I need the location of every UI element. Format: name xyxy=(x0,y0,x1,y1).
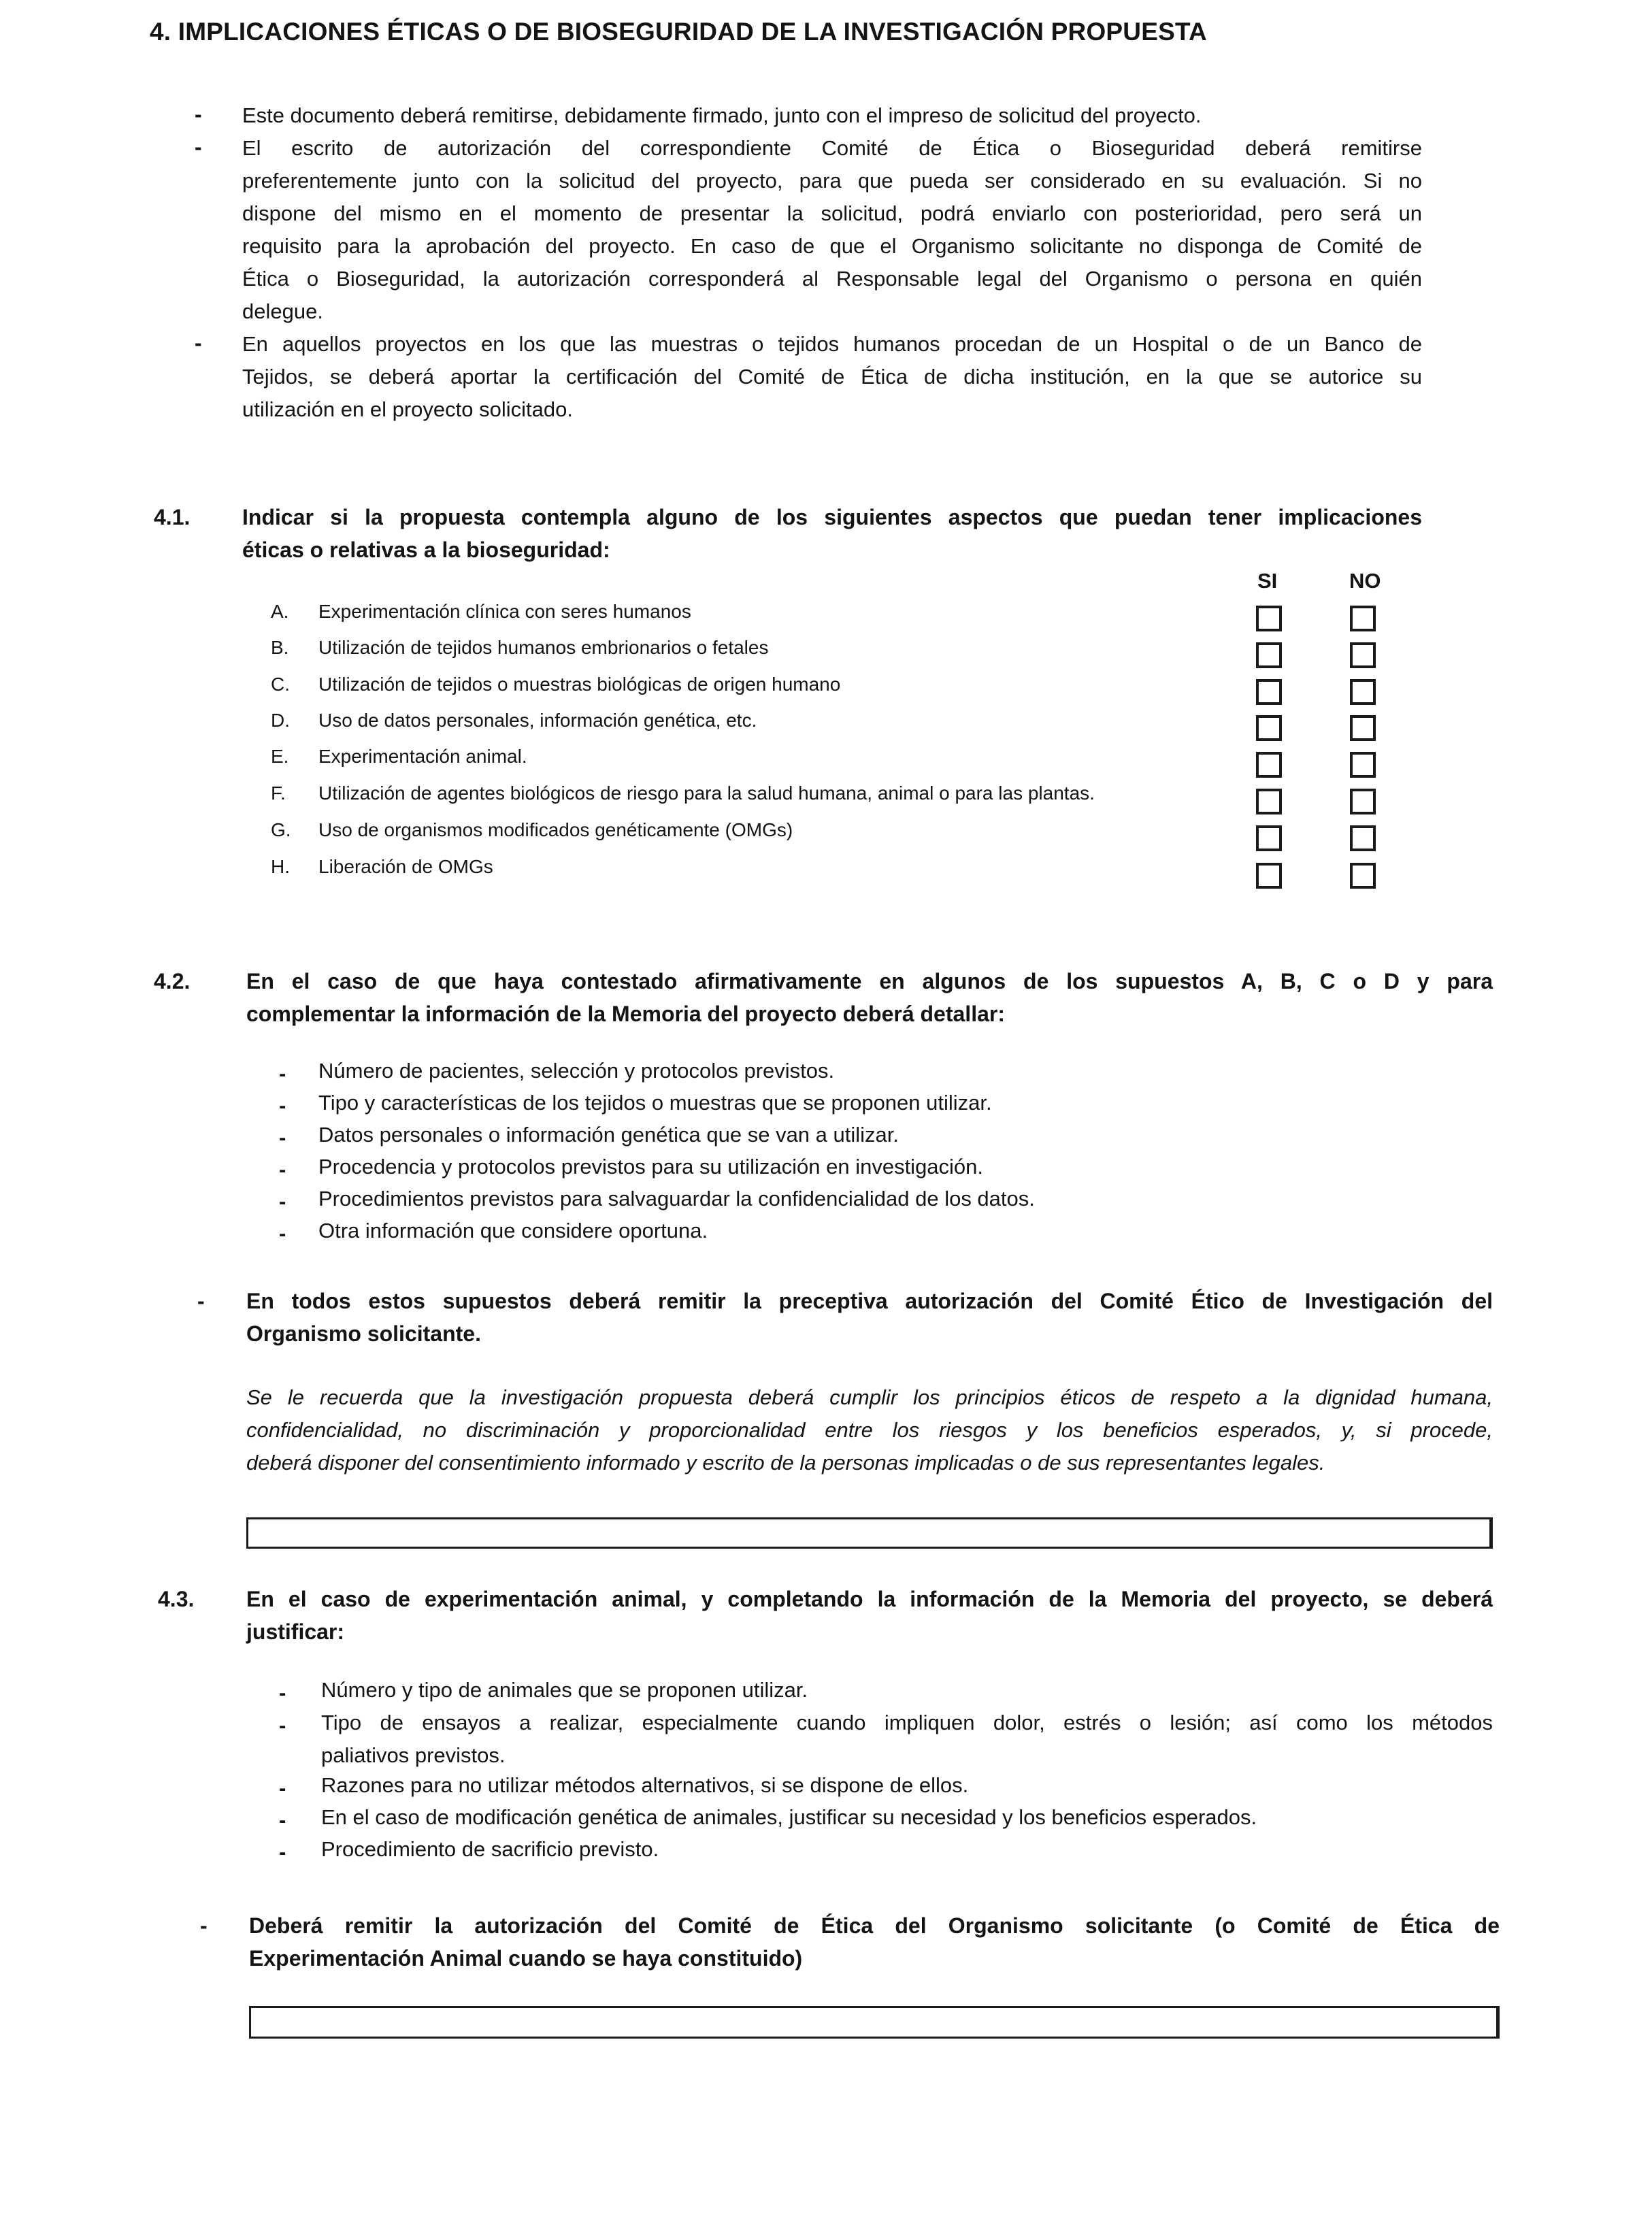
bullet-dash: - xyxy=(279,1681,286,1704)
bullet-dash: - xyxy=(279,1808,286,1832)
bullet-dash: - xyxy=(279,1189,286,1213)
bullet-dash: - xyxy=(195,135,202,159)
item-text: Experimentación clínica con seres humanos xyxy=(318,601,691,622)
question-heading-4-3 xyxy=(246,1583,1493,1648)
text-line: éticas o relativas a la bioseguridad: xyxy=(242,538,610,562)
text-line: Este documento deberá remitirse, debidamente firmado, junto con el impreso de solicitud del proyecto. xyxy=(242,103,1202,127)
intro-bullet-1 xyxy=(242,99,1422,132)
text-line: Tejidos, se deberá aportar la certificación del Comité de Ética de dicha institución, en la que se autorice su xyxy=(242,365,1422,389)
checkbox-no[interactable] xyxy=(1350,863,1376,889)
ethics-reminder-note xyxy=(246,1381,1493,1479)
checkbox-no[interactable] xyxy=(1350,606,1376,631)
text-line: El escrito de autorización del correspondiente Comité de Ética o Bioseguridad deberá remitirse xyxy=(242,136,1422,160)
column-header-si: SI xyxy=(1257,569,1278,593)
checkbox-no[interactable] xyxy=(1350,825,1376,851)
column-header-no: NO xyxy=(1349,569,1381,593)
text-line: Experimentación Animal cuando se haya constituido) xyxy=(249,1946,803,1971)
authorization-requirement-4-2 xyxy=(246,1285,1493,1350)
text-line: En el caso de experimentación animal, y completando la información de la Memoria del proyecto, se deberá xyxy=(246,1587,1493,1611)
text-line: Indicar si la propuesta contempla alguno de los siguientes aspectos que puedan tener implicaciones xyxy=(242,505,1422,529)
checkbox-si[interactable] xyxy=(1256,715,1282,741)
section-title: 4. IMPLICACIONES ÉTICAS O DE BIOSEGURIDAD DE LA INVESTIGACIÓN PROPUESTA xyxy=(150,18,1207,46)
authorization-requirement-4-3 xyxy=(249,1909,1500,1975)
item-letter: H. xyxy=(271,856,290,877)
checkbox-no[interactable] xyxy=(1350,642,1376,668)
item-text: Liberación de OMGs xyxy=(318,856,493,877)
list-item: Razones para no utilizar métodos alternativos, si se dispone de ellos. xyxy=(321,1773,969,1797)
text-line: justificar: xyxy=(246,1619,345,1644)
text-line: complementar la información de la Memoria del proyecto deberá detallar: xyxy=(246,1002,1005,1026)
checkbox-si[interactable] xyxy=(1256,752,1282,778)
item-text: Utilización de agentes biológicos de riesgo para la salud humana, animal o para las plantas. xyxy=(318,783,1095,804)
authorization-input-box-4-3[interactable] xyxy=(249,2006,1500,2039)
list-item-continuation: paliativos previstos. xyxy=(321,1743,506,1767)
section-number: 4.1. xyxy=(154,505,191,529)
list-item: Datos personales o información genética que se van a utilizar. xyxy=(318,1123,899,1147)
bullet-dash: - xyxy=(279,1776,286,1800)
list-item: Procedimiento de sacrificio previsto. xyxy=(321,1837,659,1861)
question-heading-4-1 xyxy=(242,501,1422,566)
list-item: En el caso de modificación genética de animales, justificar su necesidad y los beneficios esperados. xyxy=(321,1805,1257,1829)
intro-bullet-3 xyxy=(242,328,1422,426)
item-letter: D. xyxy=(271,710,290,731)
checkbox-no[interactable] xyxy=(1350,789,1376,814)
bullet-dash: - xyxy=(279,1221,286,1245)
item-text: Experimentación animal. xyxy=(318,746,527,767)
item-text: Uso de datos personales, información genética, etc. xyxy=(318,710,757,731)
checkbox-no[interactable] xyxy=(1350,715,1376,741)
text-line: deberá disponer del consentimiento informado y escrito de la personas implicadas o de sus representantes legales. xyxy=(246,1451,1325,1475)
text-line: Organismo solicitante. xyxy=(246,1321,481,1346)
text-line: confidencialidad, no discriminación y proporcionalidad entre los riesgos y los beneficios esperados, y, si procede, xyxy=(246,1418,1493,1442)
item-text: Utilización de tejidos o muestras biológicas de origen humano xyxy=(318,674,841,695)
bullet-dash: - xyxy=(279,1093,286,1117)
text-line: En todos estos supuestos deberá remitir la preceptiva autorización del Comité Ético de Investigación del xyxy=(246,1289,1493,1313)
item-letter: B. xyxy=(271,637,289,658)
text-line: Ética o Bioseguridad, la autorización corresponderá al Responsable legal del Organismo o persona en quién xyxy=(242,267,1422,291)
item-text: Uso de organismos modificados genéticamente (OMGs) xyxy=(318,819,793,840)
bullet-dash: - xyxy=(195,331,202,355)
section-number: 4.2. xyxy=(154,969,191,993)
list-item: Tipo de ensayos a realizar, especialmente cuando impliquen dolor, estrés o lesión; así como los métodos xyxy=(321,1711,1493,1734)
item-letter: C. xyxy=(271,674,290,695)
bullet-dash: - xyxy=(195,102,202,127)
bullet-dash: - xyxy=(279,1061,286,1085)
item-letter: G. xyxy=(271,819,291,840)
text-line: requisito para la aprobación del proyecto. En caso de que el Organismo solicitante no disponga de Comité de xyxy=(242,234,1422,258)
list-item: Tipo y características de los tejidos o muestras que se proponen utilizar. xyxy=(318,1091,992,1115)
bullet-dash: - xyxy=(279,1125,286,1149)
text-line: En aquellos proyectos en los que las muestras o tejidos humanos procedan de un Hospital o de un Banco de xyxy=(242,332,1422,356)
text-line: dispone del mismo en el momento de presentar la solicitud, podrá enviarlo con posterioridad, pero será un xyxy=(242,201,1422,225)
item-letter: F. xyxy=(271,783,286,804)
section-number: 4.3. xyxy=(158,1587,195,1611)
text-line: utilización en el proyecto solicitado. xyxy=(242,397,573,421)
list-item: Procedencia y protocolos previstos para su utilización en investigación. xyxy=(318,1155,984,1179)
checkbox-si[interactable] xyxy=(1256,789,1282,814)
checkbox-no[interactable] xyxy=(1350,752,1376,778)
bullet-dash: - xyxy=(279,1157,286,1181)
checkbox-no[interactable] xyxy=(1350,679,1376,705)
item-text: Utilización de tejidos humanos embrionarios o fetales xyxy=(318,637,769,658)
intro-bullet-2 xyxy=(242,132,1422,328)
checkbox-si[interactable] xyxy=(1256,825,1282,851)
item-letter: A. xyxy=(271,601,289,622)
checkbox-si[interactable] xyxy=(1256,642,1282,668)
bullet-dash: - xyxy=(197,1289,205,1313)
checkbox-si[interactable] xyxy=(1256,679,1282,705)
text-line: Se le recuerda que la investigación propuesta deberá cumplir los principios éticos de respeto a la dignidad humana, xyxy=(246,1385,1493,1409)
bullet-dash: - xyxy=(279,1713,286,1737)
bullet-dash: - xyxy=(200,1913,208,1938)
text-line: preferentemente junto con la solicitud del proyecto, para que pueda ser considerado en su evaluación. Si no xyxy=(242,169,1422,193)
list-item: Número y tipo de animales que se proponen utilizar. xyxy=(321,1678,808,1702)
text-line: delegue. xyxy=(242,299,323,323)
text-line: Deberá remitir la autorización del Comité de Ética del Organismo solicitante (o Comité de Ética de xyxy=(249,1913,1500,1938)
text-line: En el caso de que haya contestado afirmativamente en algunos de los supuestos A, B, C o D y para xyxy=(246,969,1493,993)
bullet-dash: - xyxy=(279,1840,286,1864)
question-heading-4-2 xyxy=(246,965,1493,1030)
item-letter: E. xyxy=(271,746,289,767)
list-item: Número de pacientes, selección y protocolos previstos. xyxy=(318,1059,835,1083)
list-item: Otra información que considere oportuna. xyxy=(318,1219,708,1242)
checkbox-si[interactable] xyxy=(1256,863,1282,889)
checkbox-si[interactable] xyxy=(1256,606,1282,631)
list-item: Procedimientos previstos para salvaguardar la confidencialidad de los datos. xyxy=(318,1187,1035,1210)
authorization-input-box-4-2[interactable] xyxy=(246,1517,1493,1549)
